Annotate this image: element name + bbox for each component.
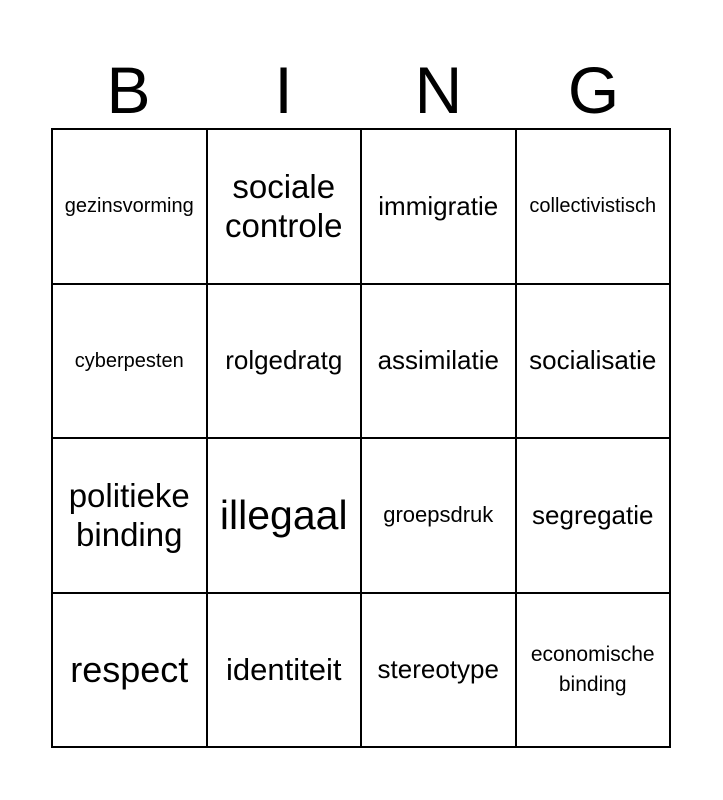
- bingo-cell[interactable]: [362, 439, 517, 594]
- bingo-cell[interactable]: [208, 285, 363, 440]
- cell-text: collectivistisch: [529, 195, 657, 218]
- cell-text: assimilatie: [377, 345, 499, 376]
- cell-text: illegaal: [219, 491, 348, 538]
- cell-text: stereotype: [377, 654, 499, 685]
- bingo-cell[interactable]: [53, 439, 208, 594]
- cell-text: economische binding: [530, 643, 655, 696]
- bingo-cell[interactable]: [362, 285, 517, 440]
- bingo-cell[interactable]: [208, 439, 363, 594]
- bingo-cell[interactable]: [208, 594, 363, 749]
- cell-text: groepsdruk: [383, 502, 494, 528]
- bingo-board: [51, 128, 671, 748]
- cell-text: socialisatie: [529, 345, 657, 376]
- cell-text: immigratie: [378, 190, 499, 221]
- bingo-cell[interactable]: [362, 594, 517, 749]
- cell-text: gezinsvorming: [64, 195, 194, 218]
- cell-text: politieke binding: [68, 476, 190, 554]
- bingo-cell[interactable]: [208, 130, 363, 285]
- header-letter-n: N: [414, 53, 463, 127]
- bingo-cell[interactable]: [517, 285, 672, 440]
- cell-text: rolgedratg: [225, 345, 343, 376]
- cell-text: identiteit: [226, 652, 342, 688]
- cell-text: segregatie: [532, 499, 654, 530]
- bingo-cell[interactable]: [53, 594, 208, 749]
- cell-text: cyberpesten: [74, 349, 184, 372]
- header-letter-g: G: [567, 53, 620, 127]
- cell-text: sociale controle: [225, 167, 343, 245]
- bingo-header: [51, 52, 671, 128]
- bingo-cell[interactable]: [517, 130, 672, 285]
- header-letter-i: I: [274, 53, 293, 127]
- bingo-cell[interactable]: [517, 594, 672, 749]
- bingo-cell[interactable]: [517, 439, 672, 594]
- bingo-cell[interactable]: [362, 130, 517, 285]
- header-letter-b: B: [106, 53, 151, 127]
- cell-text: respect: [70, 649, 189, 691]
- bingo-cell[interactable]: [53, 285, 208, 440]
- bingo-cell[interactable]: [53, 130, 208, 285]
